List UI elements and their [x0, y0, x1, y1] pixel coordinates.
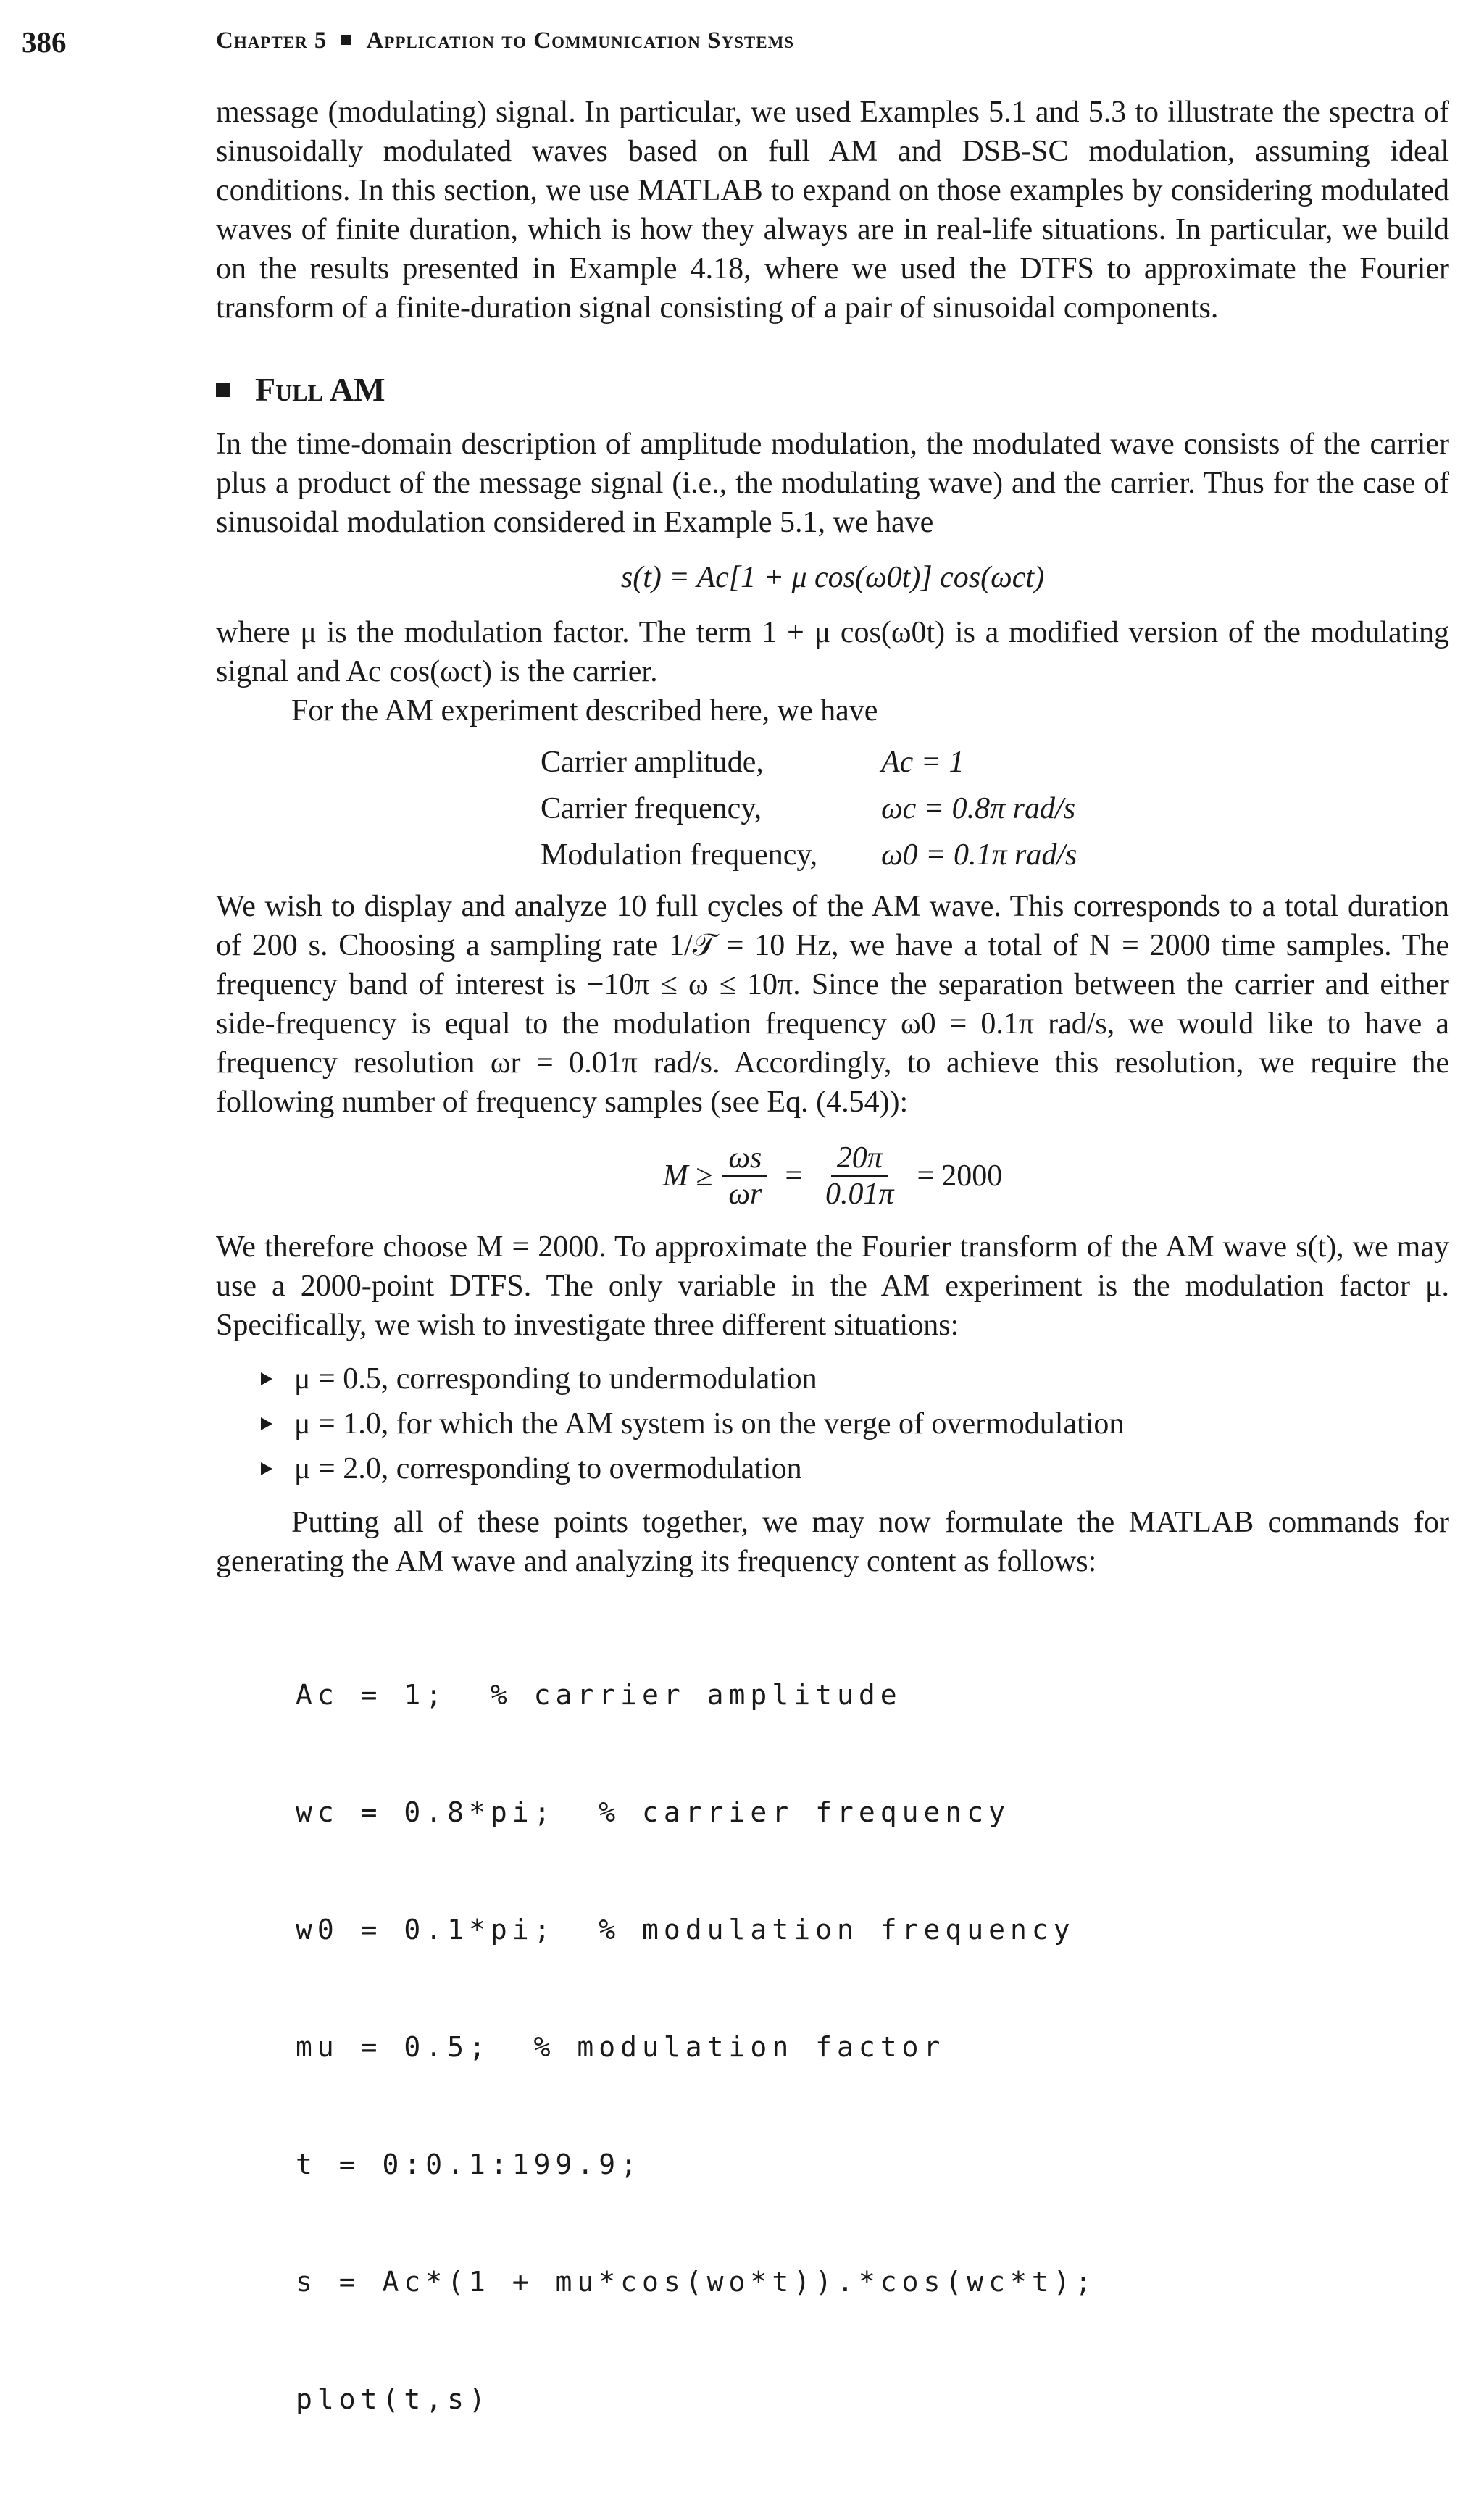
- code-line: Ac = 1; % carrier amplitude: [296, 1679, 902, 1711]
- fraction-values: [820, 1141, 900, 1212]
- parameter-value: ωc = 0.8π rad/s: [881, 792, 1076, 825]
- parameter-label: Carrier frequency,: [541, 792, 762, 825]
- section-heading: [216, 368, 1449, 412]
- triangle-bullet-icon: [261, 1462, 272, 1475]
- list-item: μ = 0.5, corresponding to undermodulation: [261, 1356, 1449, 1401]
- equation-am-wave: s(t) = Ac[1 + μ cos(ω0t)] cos(ωct): [620, 561, 1045, 594]
- matlab-code-block: [296, 1597, 1449, 2497]
- situation-list: [216, 1356, 1449, 1491]
- equation-lhs: M ≥: [662, 1159, 713, 1193]
- code-line: w0 = 0.1*pi; % modulation frequency: [296, 1914, 1075, 1946]
- triangle-bullet-icon: [261, 1372, 272, 1385]
- parameter-value: ω0 = 0.1π rad/s: [881, 838, 1077, 872]
- code-line: t = 0:0.1:199.9;: [296, 2148, 643, 2180]
- paragraph-am-description: In the time-domain description of amplitude modulation, the modulated wave consists of the carrier plus a product of the message signal (i.e., the modulating wave) and the carrier. Thus for the case of sinusoidal modulation considered in Example 5.1, we have: [216, 428, 1449, 539]
- code-line: wc = 0.8*pi; % carrier frequency: [296, 1796, 1010, 1828]
- fraction-ws-wr: [722, 1141, 767, 1212]
- parameter-row: [541, 832, 1449, 878]
- page-number: 386: [22, 25, 67, 59]
- code-line: mu = 0.5; % modulation factor: [296, 2031, 946, 2063]
- equals-sign: =: [785, 1159, 802, 1193]
- parameter-value: Ac = 1: [881, 746, 964, 779]
- paragraph-matlab-intro: Putting all of these points together, we may now formulate the MATLAB commands for generating the AM wave and analyzing its frequency content as follows:: [216, 1506, 1449, 1578]
- equation-frequency-samples: [216, 1141, 1449, 1212]
- fraction-numerator: 20π: [831, 1141, 888, 1177]
- triangle-bullet-icon: [261, 1417, 272, 1430]
- chapter-title: Application to Communication Systems: [366, 28, 795, 54]
- paragraph-modulation-factor: where μ is the modulation factor. The term 1 + μ cos(ω0t) is a modified version of the modulating signal and Ac cos(ωct) is the carrier.: [216, 616, 1449, 688]
- parameter-row: [541, 739, 1449, 785]
- list-item: μ = 2.0, corresponding to overmodulation: [261, 1446, 1449, 1491]
- fraction-numerator: ωs: [722, 1141, 767, 1177]
- list-item: μ = 1.0, for which the AM system is on the verge of overmodulation: [261, 1401, 1449, 1446]
- chapter-heading: [216, 28, 794, 54]
- square-bullet-icon: [216, 383, 230, 397]
- parameter-label: Carrier amplitude,: [541, 746, 764, 779]
- paragraph-experiment-intro: For the AM experiment described here, we have: [291, 694, 878, 728]
- code-line: s = Ac*(1 + mu*cos(wo*t)).*cos(wc*t);: [296, 2266, 1097, 2298]
- code-line: plot(t,s): [296, 2383, 491, 2415]
- parameter-table: [541, 739, 1449, 878]
- equation-rhs: 2000: [941, 1159, 1003, 1193]
- parameter-label: Modulation frequency,: [541, 838, 818, 872]
- square-bullet-icon: [341, 35, 351, 45]
- parameter-row: [541, 785, 1449, 832]
- section-title: Full AM: [255, 371, 385, 408]
- running-head: [22, 25, 1441, 68]
- paragraph-sampling: We wish to display and analyze 10 full cycles of the AM wave. This corresponds to a total duration of 200 s. Choosing a sampling rate 1/𝒯 = 10 Hz, we have a total of N = 2000 time samples. The frequency band of interest is −10π ≤ ω ≤ 10π. Since the separation between the carrier and either side-frequency is equal to the modulation frequency ω0 = 0.1π rad/s, we would like to have a frequency resolution ωr = 0.01π rad/s. Accordingly, to achieve this resolution, we require the following number of frequency samples (see Eq. (4.54)):: [216, 890, 1449, 1119]
- fraction-denominator: 0.01π: [825, 1177, 894, 1211]
- equals-sign: =: [917, 1159, 935, 1193]
- chapter-label: Chapter 5: [216, 28, 328, 54]
- body-column: [216, 93, 1449, 2497]
- paragraph-dtfs: We therefore choose M = 2000. To approximate the Fourier transform of the AM wave s(t), we may use a 2000-point DTFS. The only variable in the AM experiment is the modulation factor μ. Specifically, we wish to investigate three different situations:: [216, 1230, 1449, 1342]
- intro-paragraph: message (modulating) signal. In particular, we used Examples 5.1 and 5.3 to illustrate the spectra of sinusoidally modulated waves based on full AM and DSB-SC modulation, assuming ideal conditions. In this section, we use MATLAB to expand on those examples by considering modulated waves of finite duration, which is how they always are in real-life situations. In particular, we build on the results presented in Example 4.18, where we used the DTFS to approximate the Fourier transform of a finite-duration signal consisting of a pair of sinusoidal components.: [216, 96, 1449, 325]
- fraction-denominator: ωr: [728, 1177, 762, 1211]
